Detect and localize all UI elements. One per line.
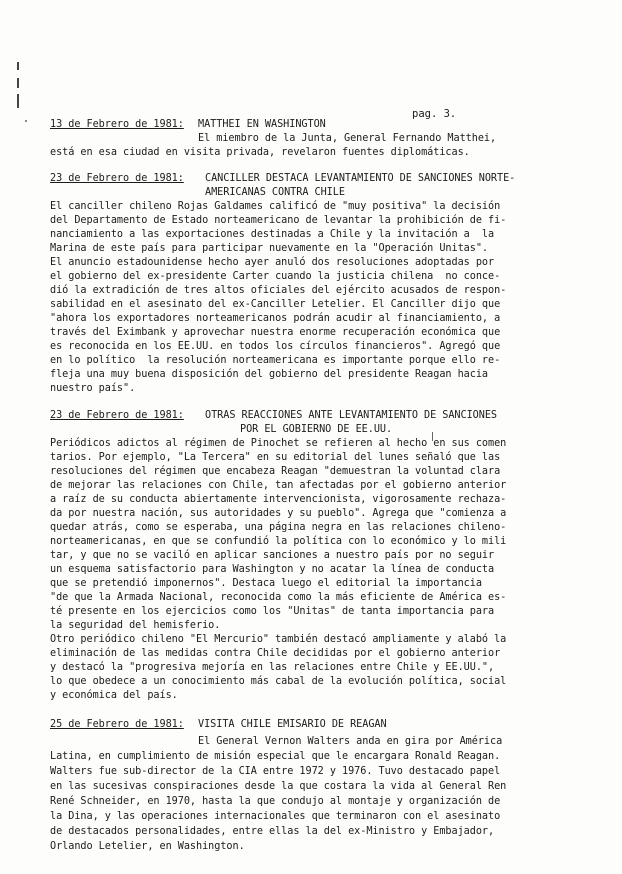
entry-body-line: a raíz de su conducta abiertamente intervencionista, vigorosamente rechaza-: [50, 494, 507, 505]
entry-body-line: dió la extradición de tres altos oficiales del ejército acusados de respon-: [50, 285, 507, 296]
entry-body-line: nuestro país".: [50, 383, 136, 394]
entry-body-line: norteamericanas, en que se confundió la política con lo económico y lo mili: [50, 536, 507, 547]
entry-body-line: "ahora los exportadores norteamericanos podrán acudir al financiamiento, a: [50, 313, 501, 324]
entry-title: OTRAS REACCIONES ANTE LEVANTAMIENTO DE SANCIONES: [205, 410, 498, 421]
binding-mark: [17, 94, 19, 108]
entry-body-line: del Departamento de Estado norteamericano de levantar la prohibición de fi-: [50, 215, 507, 226]
entry-body-line: té presente en los ejercicios como los "Unitas" de tanta importancia para: [50, 606, 495, 617]
entry-body-line: El canciller chileno Rojas Galdames calificó de "muy positiva" la decisión: [50, 201, 501, 212]
entry-body-line: Walters fue sub-director de la CIA entre 1972 y 1976. Tuvo destacado papel: [50, 766, 501, 777]
entry-body-line: y económica del país.: [50, 690, 178, 701]
entry-body-line: El anuncio estadounidense hecho ayer anuló dos resoluciones adoptadas por: [50, 257, 495, 268]
binding-mark: [17, 62, 19, 70]
entry-body-line: El miembro de la Junta, General Fernando Matthei,: [198, 133, 497, 144]
entry-body-line: Otro periódico chileno "El Mercurio" también destacó ampliamente y alabó la: [50, 634, 507, 645]
entry-body-line: tarios. Por ejemplo, "La Tercera" en su editorial del lunes señaló que las: [50, 452, 501, 463]
entry-body-line: sabilidad en el asesinato del ex-Canciller Letelier. El Canciller dijo que: [50, 299, 501, 310]
entry-date: 13 de Febrero de 1981:: [50, 119, 184, 130]
entry-body-line: René Schneider, en 1970, hasta la que condujo al montaje y organización de: [50, 796, 501, 807]
entry-body-line: un esquema satisfactorio para Washington y no acatar la línea de conducta: [50, 564, 495, 575]
entry-body-line: la Dina, y las operaciones internacionales que terminaron con el asesinato: [50, 811, 501, 822]
entry-body-line: está en esa ciudad en visita privada, revelaron fuentes diplomáticas.: [50, 147, 470, 158]
binding-mark: [17, 78, 19, 88]
entry-date: 23 de Febrero de 1981:: [50, 410, 184, 421]
entry-title: VISITA CHILE EMISARIO DE REAGAN: [198, 719, 387, 730]
entry-body-line: la seguridad del hemisferio.: [50, 620, 221, 631]
entry-body-line: y destacó la "progresiva mejoría en las relaciones entre Chile y EE.UU.",: [50, 662, 495, 673]
entry-body-line: en las sucesivas conspiraciones desde la que costara la vida al General Ren: [50, 781, 507, 792]
entry-body-line: "de que la Armada Nacional, reconocida como la más eficiente de América es-: [50, 592, 507, 603]
entry-title: AMERICANAS CONTRA CHILE: [205, 187, 345, 198]
entry-body-line: El General Vernon Walters anda en gira por América: [198, 736, 503, 747]
entry-body-line: Orlando Letelier, en Washington.: [50, 841, 245, 852]
entry-body-line: eliminación de las medidas contra Chile decididas por el gobierno anterior: [50, 648, 501, 659]
entry-body-line: Latina, en cumplimiento de misión especial que le encargara Ronald Reagan.: [50, 751, 501, 762]
entry-body-line: través del Eximbank y aprovechar nuestra enorme recuperación económica que: [50, 327, 501, 338]
entry-body-line: Marina de este país para participar nuevamente en la "Operación Unitas".: [50, 243, 489, 254]
entry-title: CANCILLER DESTACA LEVANTAMIENTO DE SANCIONES NORTE-: [205, 173, 516, 184]
entry-body-line: tar, y que no se vaciló en aplicar sanciones a nuestro país por no seguir: [50, 550, 495, 561]
ink-speck: [25, 120, 27, 122]
entry-body-line: en lo político la resolución norteamericana es importante porque ello re-: [50, 355, 501, 366]
entry-body-line: da por nuestra nación, sus autoridades y su pueblo". Agrega que "comienza a: [50, 508, 507, 519]
entry-body-line: nanciamiento a las exportaciones destinadas a Chile y la invitación a la: [50, 229, 495, 240]
entry-body-line: que se pretendió imponernos". Destaca luego el editorial la importancia: [50, 578, 482, 589]
entry-body-line: de mejorar las relaciones con Chile, tan afectadas por el gobierno anterior: [50, 480, 507, 491]
entry-body-line: lo que obedece a un conocimiento más cabal de la evolución política, social: [50, 676, 507, 687]
page-number: pag. 3.: [412, 108, 457, 120]
entry-title: POR EL GOBIERNO DE EE.UU.: [240, 424, 393, 435]
entry-date: 23 de Febrero de 1981:: [50, 173, 184, 184]
entry-body-line: de destacados personalidades, entre ellas la del ex-Ministro y Embajador,: [50, 826, 495, 837]
entry-body-line: quedar atrás, como se esperaba, una página negra en las relaciones chileno-: [50, 522, 507, 533]
entry-date: 25 de Febrero de 1981:: [50, 719, 184, 730]
entry-body-line: el gobierno del ex-presidente Carter cuando la justicia chilena no conce-: [50, 271, 501, 282]
entry-body-line: fleja una muy buena disposición del gobierno del presidente Reagan hacia: [50, 369, 489, 380]
entry-body-line: resoluciones del régimen que encabeza Reagan "demuestran la voluntad clara: [50, 466, 501, 477]
entry-body-line: es reconocida en los EE.UU. en todos los círculos financieros". Agregó que: [50, 341, 501, 352]
entry-body-line: Periódicos adictos al régimen de Pinochet se refieren al hecho en sus comen: [50, 438, 507, 449]
entry-title: MATTHEI EN WASHINGTON: [198, 119, 326, 130]
